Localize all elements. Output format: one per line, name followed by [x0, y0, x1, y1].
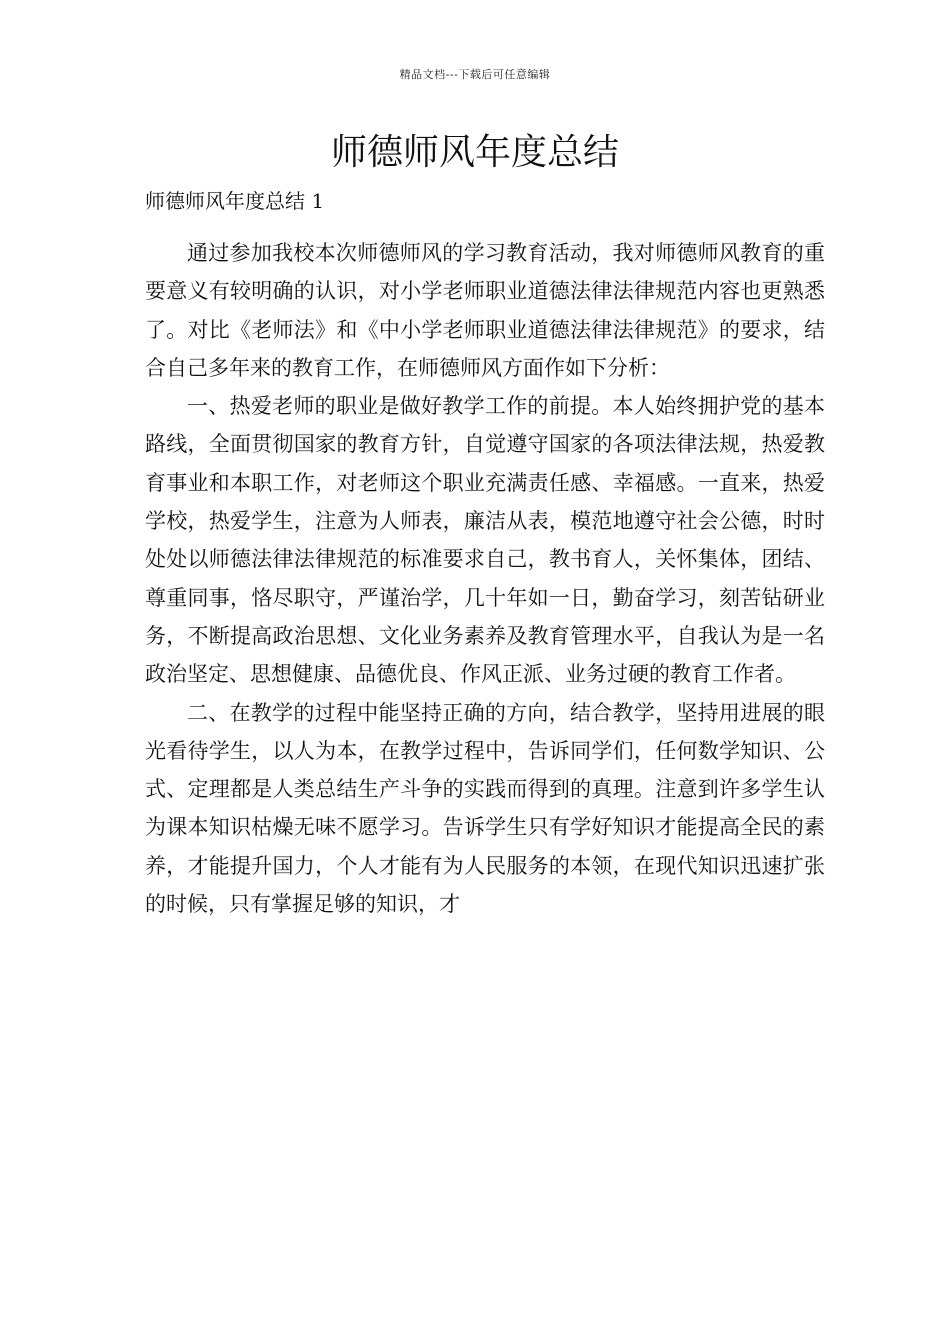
- document-title: 师德师风年度总结: [330, 132, 619, 173]
- paragraph-intro: 通过参加我校本次师德师风的学习教育活动，我对师德师风教育的重要意义有较明确的认识，对小学老师职业道德法律法律规范内容也更熟悉了。对比《老师法》和《中小学老师职业道德法律法律规范》的要求，结合自己多年来的教育工作，在师德师风方面作如下分析：: [145, 241, 825, 380]
- header-note: 精品文档---下载后可任意编辑: [399, 68, 551, 81]
- paragraph-point-one: 一、热爱老师的职业是做好教学工作的前提。本人始终拥护党的基本路线，全面贯彻国家的教育方针，自觉遵守国家的各项法律法规，热爱教育事业和本职工作，对老师这个职业充满责任感、幸福感。一直来，热爱学校，热爱学生，注意为人师表，廉洁从表，模范地遵守社会公德，时时处处以师德法律法律规范的标准要求自己，教书育人，关怀集体，团结、尊重同事，恪尽职守，严谨治学，几十年如一日，勤奋学习，刻苦钻研业务，不断提高政治思想、文化业务素养及教育管理水平，自我认为是一名政治坚定、思想健康、品德优良、作风正派、业务过硬的教育工作者。: [145, 394, 825, 687]
- section-subtitle: 师德师风年度总结 1: [145, 189, 325, 213]
- paragraph-point-two: 二、在教学的过程中能坚持正确的方向，结合教学，坚持用进展的眼光看待学生，以人为本，在教学过程中，告诉同学们，任何数学知识、公式、定理都是人类总结生产斗争的实践而得到的真理。注意到许多学生认为课本知识枯燥无味不愿学习。告诉学生只有学好知识才能提高全民的素养，才能提升国力，个人才能有为人民服务的本领，在现代知识迅速扩张的时候，只有掌握足够的知识，才: [145, 700, 825, 917]
- document-body: [145, 234, 825, 923]
